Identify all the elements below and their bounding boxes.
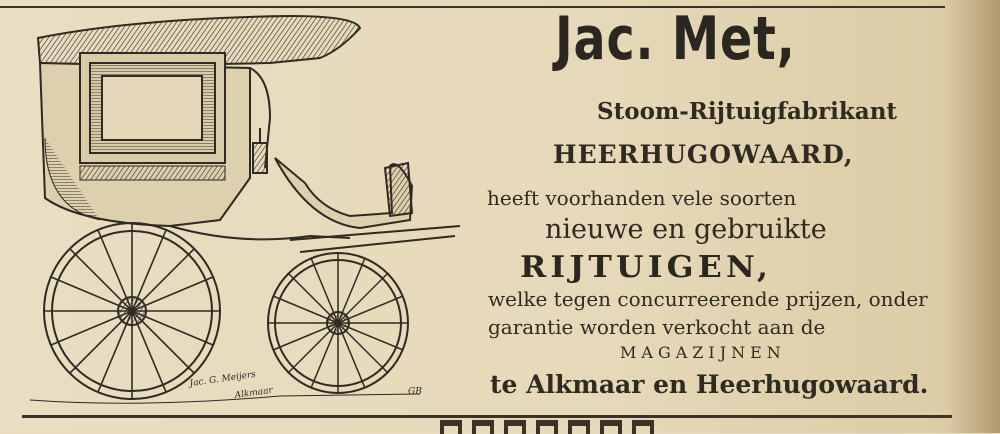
svg-text:Jac. G. Meijers: Jac. G. Meijers [189, 369, 257, 389]
depots-line: MAGAZIJNEN [620, 343, 786, 362]
trade-line: Stoom-Rijtuigfabrikant [597, 98, 898, 125]
offer-line-2: garantie worden verkocht aan de [488, 315, 826, 339]
svg-text:GB: GB [408, 387, 422, 397]
places-line: te Alkmaar en Heerhugowaard. [490, 370, 929, 399]
next-advert-heading-fragment [440, 420, 700, 434]
carriage-illustration [20, 8, 470, 413]
offer-line-1: welke tegen concurreerende prijzen, onder [488, 287, 928, 311]
town-line: HEERHUGOWAARD, [553, 140, 854, 169]
stock-line: heeft voorhanden vele soorten [487, 186, 797, 210]
goods-line: nieuwe en gebruikte [545, 214, 827, 245]
product-heading: RIJTUIGEN, [520, 250, 773, 285]
svg-text:Alkmaar: Alkmaar [234, 385, 274, 401]
page-edge-shadow [945, 0, 1000, 433]
company-name: Jac. Met, [555, 4, 796, 74]
bottom-rule [22, 415, 952, 418]
